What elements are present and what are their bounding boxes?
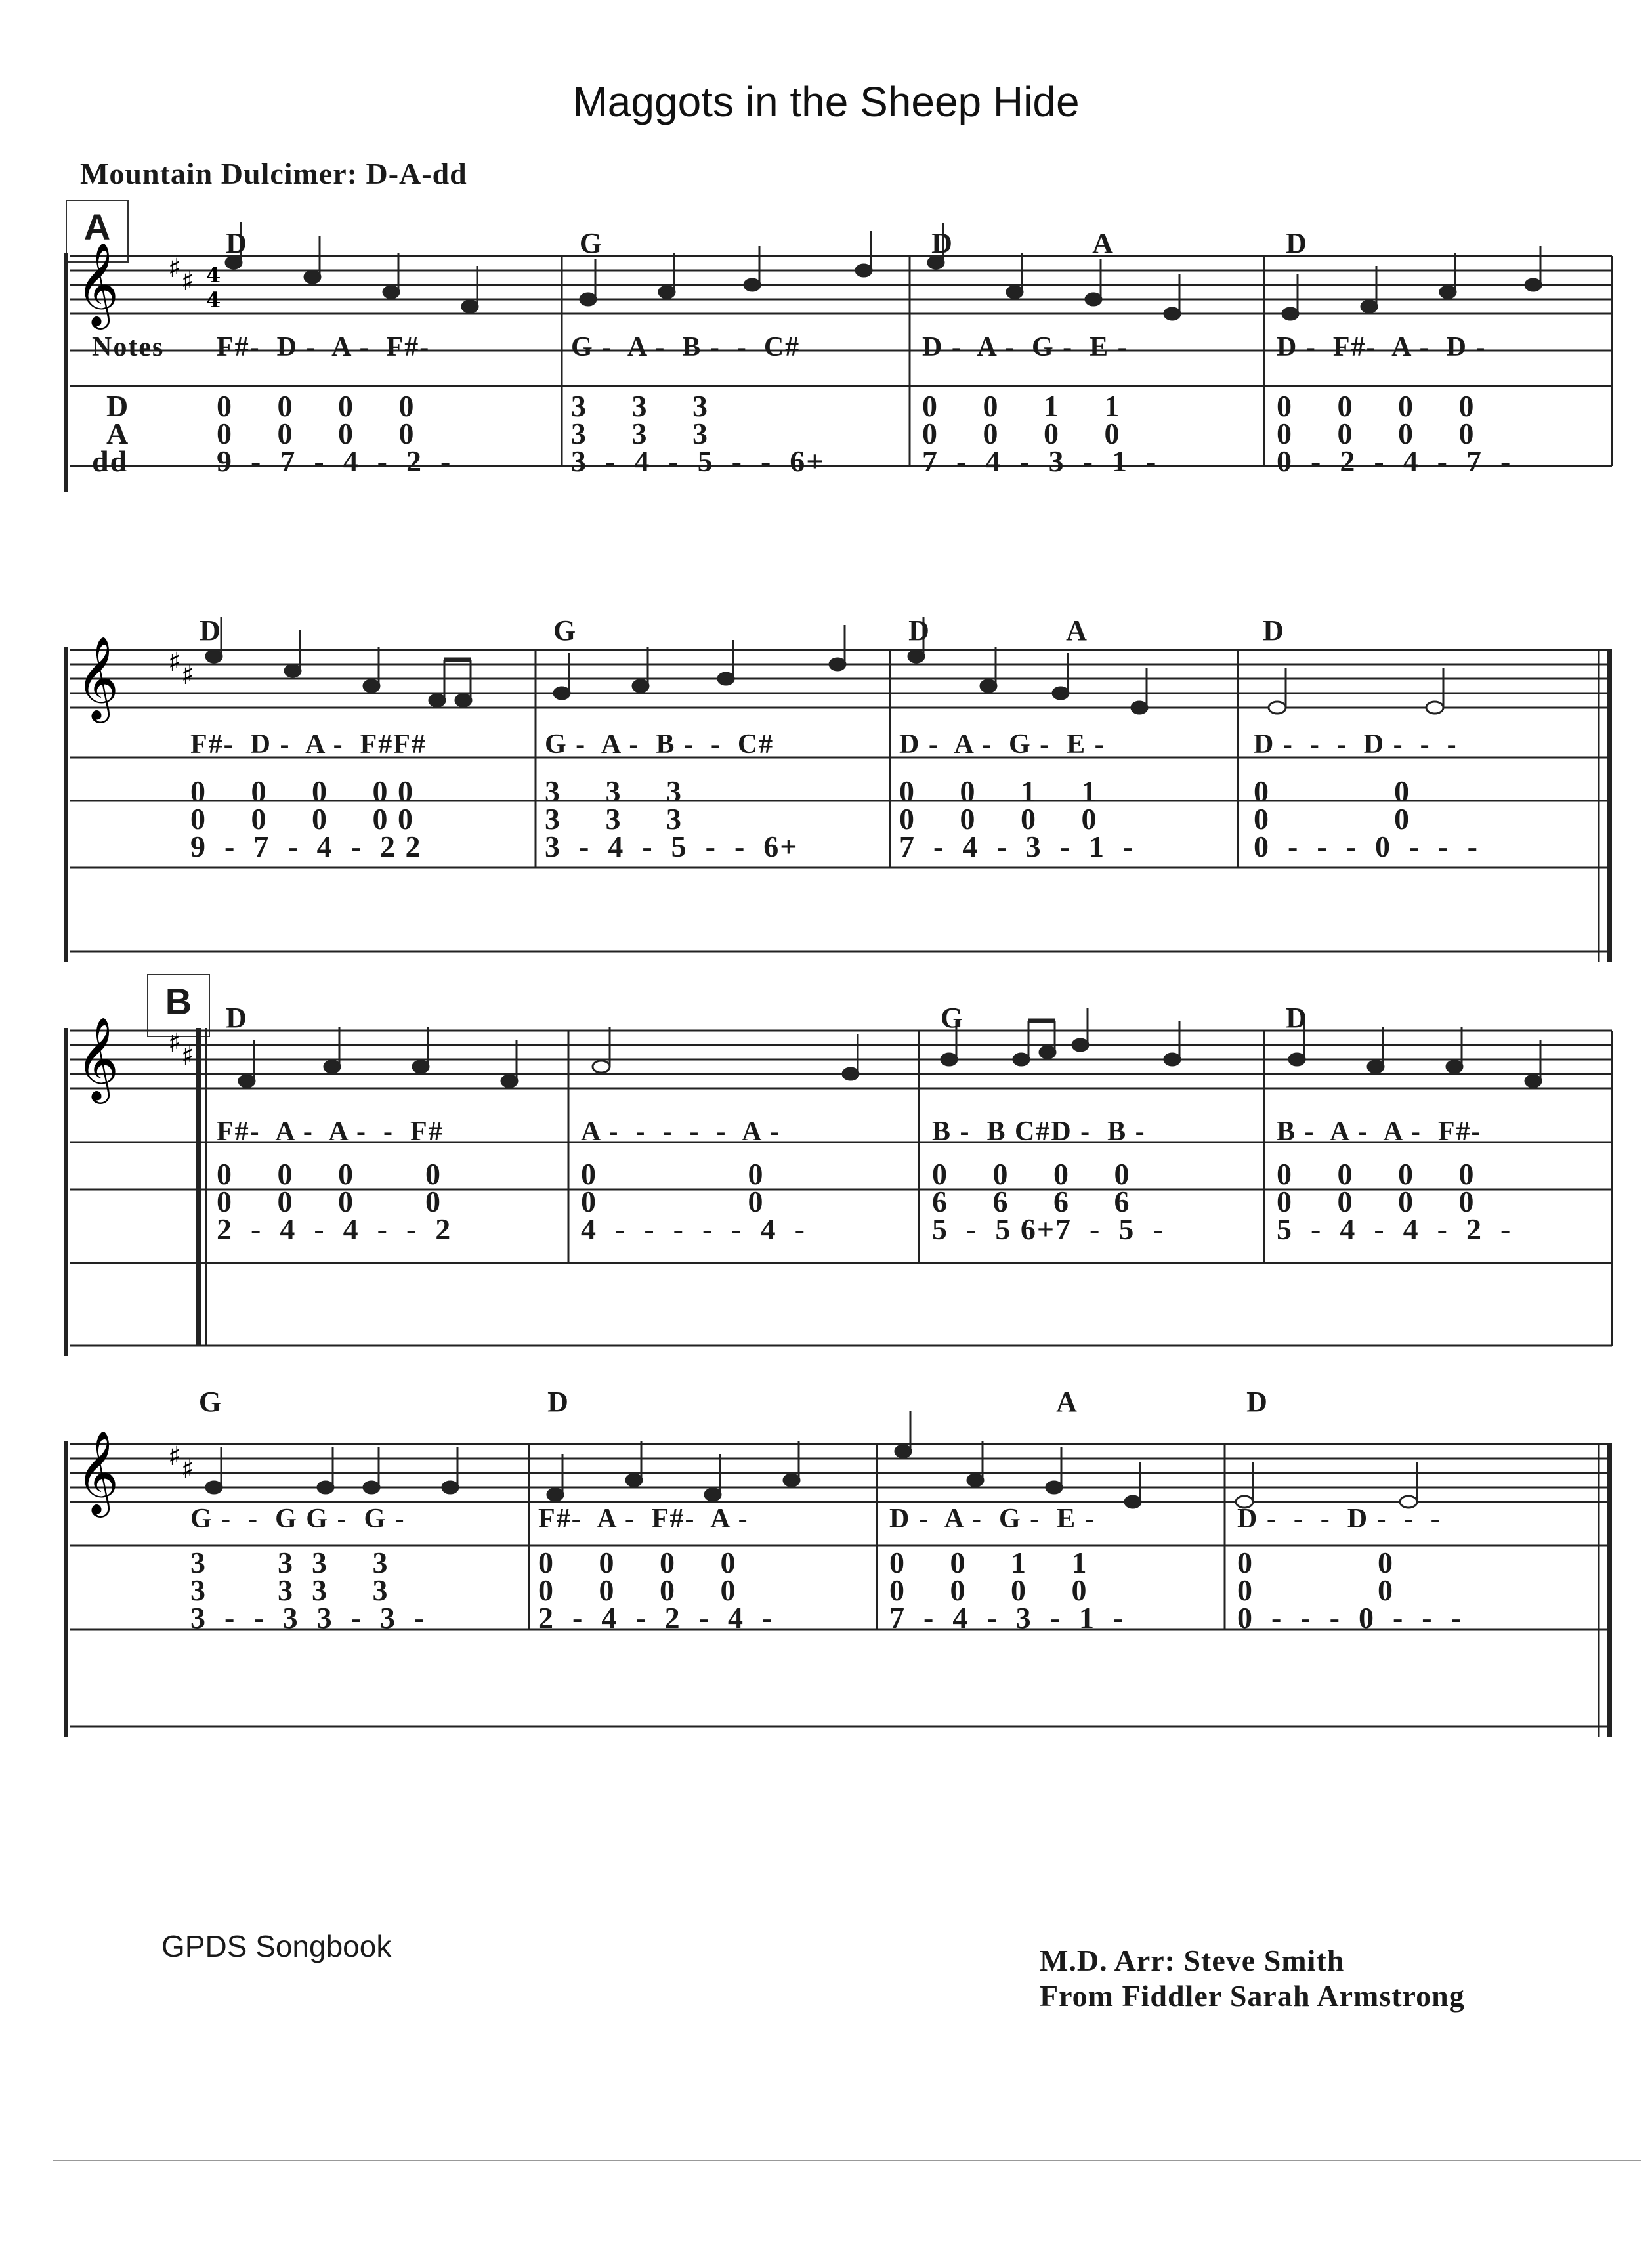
svg-text:♯: ♯ (181, 267, 194, 297)
notes-row-label: Notes (92, 332, 165, 362)
tab-row: 0 0 0 0 (899, 802, 1098, 836)
tab-row: 0 0 0 0 (217, 417, 415, 450)
tab-row: 0 0 0 0 (1277, 417, 1475, 450)
section-label-b: B (147, 974, 210, 1037)
tab-row: 0 0 0 0 (538, 1546, 737, 1579)
note-names: F#- A - F#- A - (538, 1504, 749, 1534)
tab-row: 0 0 0 0 (1277, 1157, 1475, 1191)
tab-row: 0 0 (1237, 1573, 1394, 1607)
svg-text:4: 4 (206, 263, 221, 288)
tab-row: 0 0 0 0 (217, 389, 415, 423)
tab-row: 0 - - - 0 - - - (1254, 830, 1479, 863)
chord-symbol: D (1286, 227, 1307, 259)
svg-text:♯: ♯ (181, 660, 194, 691)
note-names: G - A - B - - C# (545, 729, 774, 759)
songbook-label: GPDS Songbook (161, 1929, 392, 1963)
tab-row: 3 - 4 - 5 - - 6+ (545, 830, 799, 863)
treble-clef-icon: 𝄞 (76, 635, 119, 719)
chord-symbol: D (1246, 1386, 1267, 1418)
tab-row: 3 3 3 (545, 802, 683, 836)
page-title: Maggots in the Sheep Hide (572, 78, 1080, 125)
note-names: F#- D - A - F#- (217, 332, 431, 362)
tab-row: 5 - 5 6+7 - 5 - (932, 1212, 1164, 1246)
chord-symbol: D (1263, 614, 1284, 647)
treble-clef-icon: 𝄞 (76, 242, 119, 326)
tab-row: 3 3 3 (571, 389, 709, 423)
note-names: B - B C#D - B - (932, 1117, 1146, 1147)
note-names: B - A - A - F#- (1277, 1117, 1482, 1147)
tab-row: 0 0 0 0 (922, 417, 1121, 450)
tab-row: 0 0 (581, 1185, 765, 1218)
tab-row: 7 - 4 - 3 - 1 - (899, 830, 1135, 863)
note-names: D - A - G - E - (889, 1504, 1095, 1534)
tab-row: 0 - - - 0 - - - (1237, 1601, 1462, 1634)
svg-text:♯: ♯ (168, 1441, 181, 1472)
arrangement-credit (1040, 1943, 1465, 2014)
tab-row: 0 0 (581, 1157, 765, 1191)
chord-symbol: D (1286, 1002, 1307, 1034)
chord-symbol: D (200, 614, 221, 647)
tab-row: 3 3 3 (545, 775, 683, 808)
chord-symbol: D (547, 1386, 568, 1418)
tab-row: 0 0 (1237, 1546, 1394, 1579)
tab-row: 7 - 4 - 3 - 1 - (922, 444, 1158, 478)
tab-row: 0 0 0 0 (1277, 1185, 1475, 1218)
chord-symbol: D (931, 227, 952, 259)
string-label-dd: dd (92, 444, 129, 478)
tab-row: 0 0 1 1 (889, 1546, 1088, 1579)
tuning-label: Mountain Dulcimer: D-A-dd (80, 157, 467, 190)
tab-row: 6 6 6 6 (932, 1185, 1131, 1218)
tab-row: 3 3 3 (571, 417, 709, 450)
svg-text:♯: ♯ (168, 1028, 181, 1058)
tab-row: 0 0 0 0 0 (190, 775, 414, 808)
tab-row: 0 0 1 1 (922, 389, 1121, 423)
tab-row: 0 0 0 0 (538, 1573, 737, 1607)
svg-text:4: 4 (206, 288, 221, 312)
chord-symbol: G (940, 1002, 964, 1034)
tab-row: 2 - 4 - 4 - - 2 (217, 1212, 452, 1246)
tab-row: 0 0 (1254, 802, 1410, 836)
note-names: F#- D - A - F#F# (190, 729, 427, 759)
tab-row: 5 - 4 - 4 - 2 - (1277, 1212, 1512, 1246)
svg-text:♯: ♯ (181, 1041, 194, 1071)
note-names: D - F#- A - D - (1277, 332, 1487, 362)
tab-row: 0 0 0 0 (932, 1157, 1131, 1191)
note-names: F#- A - A - - F# (217, 1117, 444, 1147)
note-names: D - A - G - E - (922, 332, 1128, 362)
tab-row: 3 3 3 3 (190, 1546, 389, 1579)
chord-symbol: A (1066, 614, 1087, 647)
tab-row: 0 0 0 0 (889, 1573, 1088, 1607)
note-names: D - - - D - - - (1237, 1504, 1441, 1534)
chord-symbol: A (1056, 1386, 1077, 1418)
svg-text:♯: ♯ (168, 253, 181, 284)
tab-row: 3 - 4 - 5 - - 6+ (571, 444, 825, 478)
string-label-D: D (106, 389, 130, 423)
chord-symbol: G (579, 227, 603, 259)
tab-row: 3 - - 3 3 - 3 - (190, 1601, 426, 1634)
chord-symbol: A (1092, 227, 1113, 259)
string-label-A: A (106, 417, 130, 450)
tab-row: 0 0 1 1 (899, 775, 1098, 808)
tab-row: 0 0 0 0 (217, 1185, 442, 1218)
svg-text:♯: ♯ (168, 647, 181, 677)
tab-row: 3 3 3 3 (190, 1573, 389, 1607)
source-line: From Fiddler Sarah Armstrong (1040, 1979, 1465, 2013)
treble-clef-icon: 𝄞 (76, 1430, 119, 1514)
svg-text:♯: ♯ (181, 1455, 194, 1485)
tab-row: 0 0 0 0 (217, 1157, 442, 1191)
tab-row: 0 - 2 - 4 - 7 - (1277, 444, 1512, 478)
tab-row: 9 - 7 - 4 - 2 - (217, 444, 452, 478)
tab-row: 0 0 0 0 0 (190, 802, 414, 836)
chord-symbol: D (226, 227, 247, 259)
tab-row: 7 - 4 - 3 - 1 - (889, 1601, 1125, 1634)
note-names: D - - - D - - - (1254, 729, 1458, 759)
note-names: D - A - G - E - (899, 729, 1105, 759)
chord-symbol: D (908, 614, 929, 647)
chord-symbol: D (226, 1002, 247, 1034)
note-names: G - A - B - - C# (571, 332, 801, 362)
tab-row: 0 0 (1254, 775, 1410, 808)
tab-row: 0 0 0 0 (1277, 389, 1475, 423)
chord-symbol: G (198, 1386, 222, 1418)
note-names: G - - G G - G - (190, 1504, 406, 1534)
arranger-line: M.D. Arr: Steve Smith (1040, 1944, 1345, 1977)
section-label-a: A (66, 200, 129, 263)
note-names: A - - - - - A - (581, 1117, 780, 1147)
bottom-divider (53, 2160, 1641, 2161)
tab-row: 9 - 7 - 4 - 2 2 (190, 830, 422, 863)
treble-clef-icon: 𝄞 (76, 1016, 119, 1100)
tab-row: 4 - - - - - 4 - (581, 1212, 806, 1246)
chord-symbol: G (553, 614, 576, 647)
tab-row: 2 - 4 - 2 - 4 - (538, 1601, 774, 1634)
